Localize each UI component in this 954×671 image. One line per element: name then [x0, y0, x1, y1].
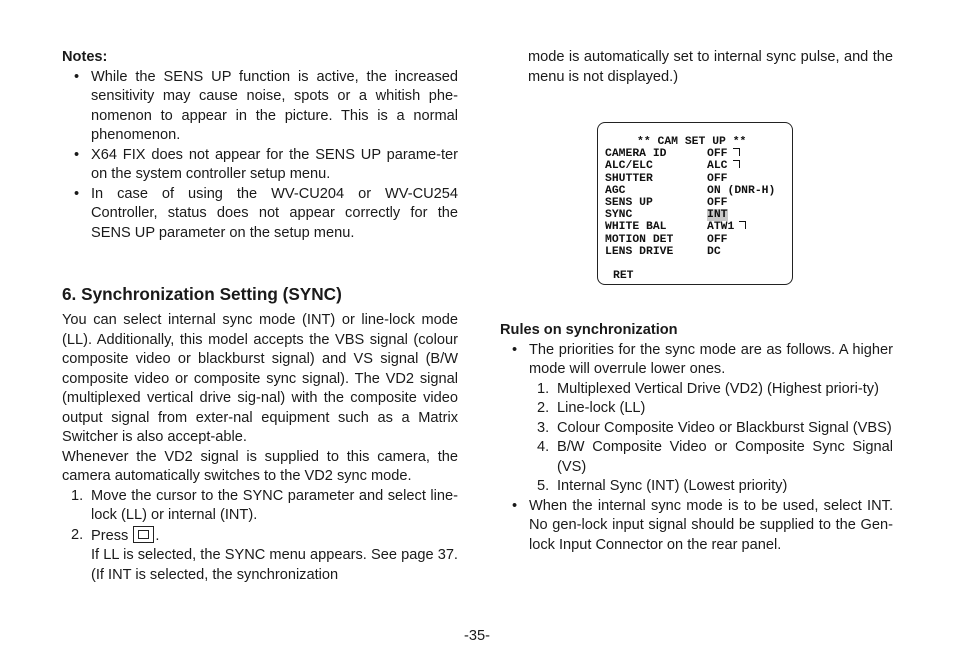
menu-value-highlighted: INT: [707, 209, 728, 222]
priority-number: 2.: [537, 400, 550, 416]
section-paragraph: Whenever the VD2 signal is supplied to this camera, the camera automatically switches to the VD2 sync mode.: [62, 448, 458, 484]
priority-list: [500, 380, 893, 497]
rule-text: The priorities for the sync mode are as follows. A higher mode will overrule lower ones.: [529, 341, 893, 377]
menu-value: ATW1: [707, 221, 735, 234]
rules-list: [500, 341, 893, 380]
priority-text: Multiplexed Vertical Drive (VD2) (Highest priori-ty): [557, 380, 879, 397]
menu-key: CAMERA ID: [605, 148, 667, 161]
step-continuation: mode is automatically set to internal sync pulse, and the menu is not displayed.): [528, 49, 893, 85]
page-number: -35-: [464, 628, 490, 644]
menu-key: SENS UP: [605, 197, 653, 210]
priority-text: B/W Composite Video or Composite Sync Signal (VS): [557, 439, 893, 475]
step-continuation: If LL is selected, the SYNC menu appears. See page 37. (If INT is selected, the synchronization: [91, 547, 458, 583]
menu-row: [605, 221, 792, 233]
menu-value: OFF: [707, 197, 728, 210]
step-text: Press: [91, 527, 129, 544]
menu-row: [605, 197, 792, 209]
menu-key: WHITE BAL: [605, 221, 667, 234]
notes-heading: Notes:: [62, 49, 108, 65]
priority-item: [528, 419, 893, 439]
section-paragraph: You can select internal sync mode (INT) or line-lock mode (LL). Additionally, this model accepts the VBS signal (colour composite video or blackburst signal) and VS signal (B/W composite video or composite sync signal). The VD2 signal (multiplexed vertical drive sig-nal) with the composite video output signal from exter-nal equipment such as a Matrix Switcher is also accept-able.: [62, 312, 458, 445]
priority-number: 4.: [537, 439, 550, 455]
right-column: [500, 48, 893, 87]
priority-number: 1.: [537, 380, 550, 397]
menu-row: [605, 148, 792, 160]
menu-key: AGC: [605, 184, 626, 197]
menu-key: SYNC: [605, 209, 633, 222]
set-button-icon: [133, 526, 154, 543]
rule-item: [500, 341, 893, 380]
menu-return: RET: [613, 270, 634, 283]
notes-list: [62, 68, 458, 244]
menu-row: [605, 173, 792, 185]
menu-value: ALC: [707, 160, 728, 173]
note-item: • While the SENS UP function is active, the increased sensitivity may cause noise, spots or a whitish phe-nomenon to appear in the picture. This is a normal phenomenon.: [62, 68, 458, 146]
priority-text: Line-lock (LL): [557, 400, 646, 416]
cam-setup-menu: [597, 122, 793, 285]
priority-text: Internal Sync (INT) (Lowest priority): [557, 478, 788, 494]
note-item: • X64 FIX does not appear for the SENS UP parame-ter on the system controller setup menu.: [62, 146, 458, 185]
submenu-icon: [733, 160, 740, 168]
priority-item: [528, 380, 893, 400]
menu-key: ALC/ELC: [605, 160, 653, 173]
menu-key: MOTION DET: [605, 233, 674, 246]
menu-row: [605, 246, 792, 258]
rule-item: [500, 497, 893, 556]
priority-item: [528, 399, 893, 419]
priority-item: [528, 477, 893, 497]
menu-value: ON (DNR-H): [707, 184, 776, 197]
menu-row: [605, 209, 792, 221]
left-column: [62, 48, 458, 585]
step-item: [62, 526, 458, 547]
menu-row: [605, 234, 792, 246]
submenu-icon: [739, 221, 746, 229]
rules-section: [500, 321, 893, 555]
menu-key: SHUTTER: [605, 172, 653, 185]
step-number: 1.: [71, 487, 84, 504]
step-number: 2.: [71, 526, 84, 543]
menu-value: OFF: [707, 233, 728, 246]
rules-heading: Rules on synchronization: [500, 322, 678, 338]
section-title: 6. Synchronization Setting (SYNC): [62, 284, 342, 304]
submenu-icon: [733, 148, 740, 156]
menu-key: LENS DRIVE: [605, 245, 674, 258]
step-text: .: [155, 527, 160, 544]
menu-value: DC: [707, 245, 721, 258]
menu-title: ** CAM SET UP **: [637, 136, 747, 148]
rules-list: [500, 497, 893, 556]
priority-item: [528, 438, 893, 477]
menu-row: [605, 185, 792, 197]
menu-row: [605, 160, 792, 172]
step-text: Move the cursor to the SYNC parameter and select line-lock (LL) or internal (INT).: [91, 487, 458, 523]
priority-number: 5.: [537, 478, 550, 494]
steps-list: [62, 487, 458, 547]
rule-text: When the internal sync mode is to be used, select INT. No gen-lock input signal should be supplied to the Gen-lock Input Connector on the rear panel.: [529, 497, 893, 553]
menu-value: OFF: [707, 172, 728, 185]
priority-number: 3.: [537, 419, 550, 436]
menu-value: OFF: [707, 148, 728, 161]
step-item: [62, 487, 458, 526]
note-item: • In case of using the WV-CU204 or WV-CU254 Controller, status does not appear correctly for the SENS UP parameter on the setup menu.: [62, 185, 458, 244]
priority-text: Colour Composite Video or Blackburst Signal (VBS): [557, 419, 892, 436]
